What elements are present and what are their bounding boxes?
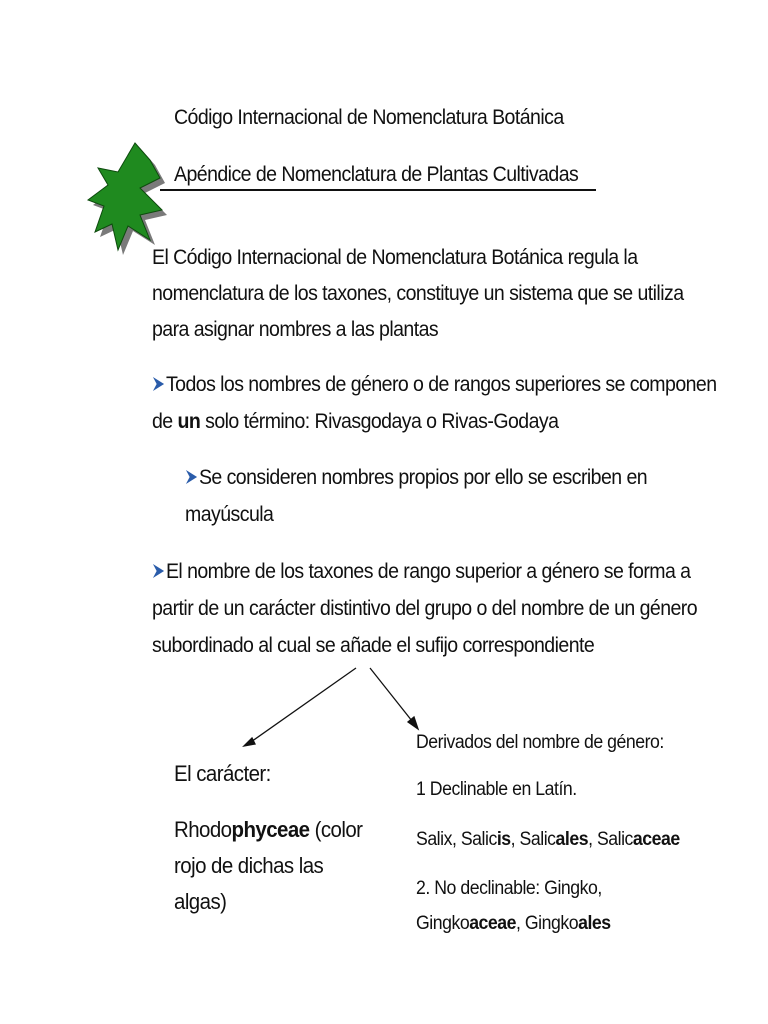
bullet-1-line-1: [152, 367, 717, 403]
right-box-example-1: [416, 825, 680, 855]
ex1-a: Salix, Salic: [416, 829, 497, 850]
ex1-d: ales: [555, 829, 589, 850]
ex2-a: Gingko: [416, 913, 470, 934]
ex2-d: ales: [578, 913, 611, 934]
bullet-2-line-1: [152, 554, 690, 590]
bullet-2-line-2: partir de un carácter distintivo del grupo o del nombre de un género: [152, 597, 698, 620]
left-box-example-line-1: [174, 812, 362, 848]
chevron-right-icon: [152, 376, 165, 392]
left-box-ex-bold: phyceae: [231, 817, 310, 842]
ex1-b: is: [496, 829, 511, 850]
sub-bullet-line-2: mayúscula: [185, 503, 274, 526]
right-box-item-2: 2. No declinable: Gingko,: [416, 878, 602, 899]
ex1-c: , Salic: [510, 829, 556, 850]
bullet-1-pre: de: [152, 410, 178, 433]
sub-bullet-text: Se consideren nombres propios por ello se escriben en: [198, 466, 648, 489]
bullet-1-line-2: [152, 404, 558, 440]
bullet-2-text: El nombre de los taxones de rango superior a género se forma a: [165, 560, 691, 583]
ex2-b: aceae: [469, 913, 517, 934]
bullet-1-text: Todos los nombres de género o de rangos superiores se componen: [165, 373, 717, 396]
intro-line-1: El Código Internacional de Nomenclatura Botánica regula la: [152, 246, 638, 269]
bullet-1-post: solo término: Rivasgodaya o Rivas-Godaya: [200, 410, 559, 433]
ex1-f: aceae: [632, 829, 680, 850]
chevron-right-icon: [152, 563, 165, 579]
right-box-title: Derivados del nombre de género:: [416, 732, 664, 753]
intro-line-2: nomenclatura de los taxones, constituye un sistema que se utiliza: [152, 282, 684, 305]
left-box-ex-post: (color: [309, 817, 363, 842]
intro-line-3: para asignar nombres a las plantas: [152, 318, 439, 341]
bullet-2-line-3: subordinado al cual se añade el sufijo correspondiente: [152, 634, 595, 657]
ex2-c: , Gingko: [516, 913, 579, 934]
header-line-1: Código Internacional de Nomenclatura Botánica: [174, 106, 564, 129]
diagram-arrows: [244, 668, 418, 746]
right-box-item-1: 1 Declinable en Latín.: [416, 779, 577, 800]
left-box-example-line-2: rojo de dichas las: [174, 853, 324, 878]
left-box-title: El carácter:: [174, 761, 271, 786]
right-box-example-2: [416, 909, 611, 939]
green-star-leaf-icon: [88, 143, 167, 255]
bullet-1-bold: un: [177, 410, 201, 433]
header-line-2: Apéndice de Nomenclatura de Plantas Cultivadas: [174, 163, 579, 186]
header-underline: [160, 189, 596, 191]
ex1-e: , Salic: [588, 829, 633, 850]
chevron-right-icon: [185, 469, 198, 485]
sub-bullet-line-1: [185, 460, 647, 496]
left-box-example-line-3: algas): [174, 889, 227, 914]
left-box-ex-pre: Rhodo: [174, 817, 232, 842]
